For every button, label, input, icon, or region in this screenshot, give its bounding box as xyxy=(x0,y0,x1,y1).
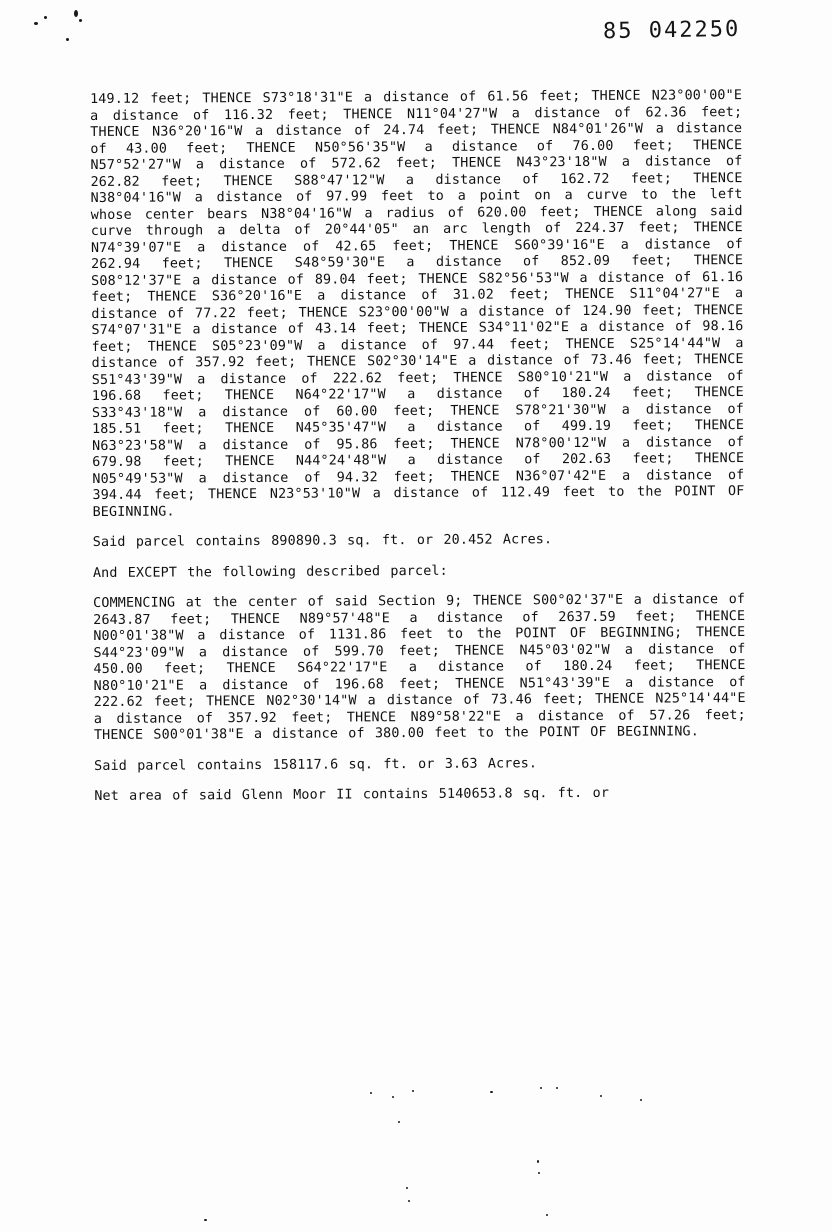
scan-speck xyxy=(412,1090,414,1092)
scan-speck xyxy=(556,1087,558,1089)
net-area-statement: Net area of said Glenn Moor II contains 5140653.8 sq. ft. or xyxy=(94,785,610,804)
scan-speck xyxy=(408,1200,410,1202)
scan-speck xyxy=(537,1160,539,1163)
scan-speck xyxy=(398,1121,400,1123)
scan-speck xyxy=(540,1087,542,1089)
document-number: 85 042250 xyxy=(602,16,741,45)
scan-speck xyxy=(546,1214,548,1216)
scan-speck xyxy=(74,10,78,17)
scan-speck xyxy=(640,1099,642,1101)
parcel-area-statement: Said parcel contains 890890.3 sq. ft. or 20.452 Acres. xyxy=(92,532,553,550)
legal-description xyxy=(90,88,746,805)
excepted-parcel-description: COMMENCING at the center of said Section 9; THENCE S00°02'37"E a distance of 2643.87 feet; THENCE N89°57'48"E a distance of 2637.59 feet; THENCE N00°01'38"W a distance of 1131.86 feet to the POINT OF BEGINNING; THENCE S44°23'09"W a distance of 599.70 feet; THENCE N45°03'02"W a distance of 450.00 feet; THENCE S64°22'17"E a distance of 180.24 feet; THENCE N80°10'21"E a distance of 196.68 feet; THENCE N51°43'39"E a distance of 222.62 feet; THENCE N02°30'14"W a distance of 73.46 feet; THENCE N25°14'44"E a distance of 357.92 feet; THENCE N89°58'22"E a distance of 57.26 feet; THENCE S00°01'38"E a distance of 380.00 feet to the POINT OF BEGINNING. xyxy=(93,592,746,743)
scan-speck xyxy=(79,19,82,22)
excepted-parcel-area-statement: Said parcel contains 158117.6 sq. ft. or 3.63 Acres. xyxy=(94,755,538,774)
scan-speck xyxy=(370,1092,372,1094)
scan-speck xyxy=(490,1091,493,1093)
boundary-description-paragraph: 149.12 feet; THENCE S73°18'31"E a distance of 61.56 feet; THENCE N23°00'00"E a distance of 116.32 feet; THENCE N11°04'27"W a distance of 62.36 feet; THENCE N36°20'16"W a distance of 24.74 feet; THENCE N84°01'26"W a distance of 43.00 feet; THENCE N50°56'35"W a distance of 76.00 feet; THENCE N57°52'27"W a distance of 572.62 feet; THENCE N43°23'18"W a distance of 262.82 feet; THENCE S88°47'12"W a distance of 162.72 feet; THENCE N38°04'16"W a distance of 97.99 feet to a point on a curve to the left whose center bears N38°04'16"W a radius of 620.00 feet; THENCE along said curve through a delta of 20°44'05" an arc length of 224.37 feet; THENCE N74°39'07"E a distance of 42.65 feet; THENCE S60°39'16"E a distance of 262.94 feet; THENCE S48°59'30"E a distance of 852.09 feet; THENCE S08°12'37"E a distance of 89.04 feet; THENCE S82°56'53"W a distance of 61.16 feet; THENCE S36°20'16"E a distance of 31.02 feet; THENCE S11°04'27"E a distance of 77.22 feet; THENCE S23°00'00"W a distance of 124.90 feet; THENCE S74°07'31"E a distance of 43.14 feet; THENCE S34°11'02"E a distance of 98.16 feet; THENCE S05°23'09"W a distance of 97.44 feet; THENCE S25°14'44"W a distance of 357.92 feet; THENCE S02°30'14"E a distance of 73.46 feet; THENCE S51°43'39"W a distance of 222.62 feet; THENCE S80°10'21"W a distance of 196.68 feet; THENCE N64°22'17"W a distance of 180.24 feet; THENCE S33°43'18"W a distance of 60.00 feet; THENCE S78°21'30"W a distance of 185.51 feet; THENCE N45°35'47"W a distance of 499.19 feet; THENCE N63°23'58"W a distance of 95.86 feet; THENCE N78°00'12"W a distance of 679.98 feet; THENCE N44°24'48"W a distance of 202.63 feet; THENCE N05°49'53"W a distance of 94.32 feet; THENCE N36°07'42"E a distance of 394.44 feet; THENCE N23°53'10"W a distance of 112.49 feet to the POINT OF BEGINNING. xyxy=(90,88,745,520)
scan-speck xyxy=(406,1187,408,1189)
scan-speck xyxy=(66,38,69,41)
scan-speck xyxy=(392,1096,394,1098)
scan-speck xyxy=(600,1095,602,1097)
scan-speck xyxy=(538,1172,540,1174)
scan-speck xyxy=(204,1219,207,1221)
scan-speck xyxy=(34,22,38,25)
scan-speck xyxy=(44,16,47,19)
except-clause: And EXCEPT the following described parcel: xyxy=(92,563,448,581)
